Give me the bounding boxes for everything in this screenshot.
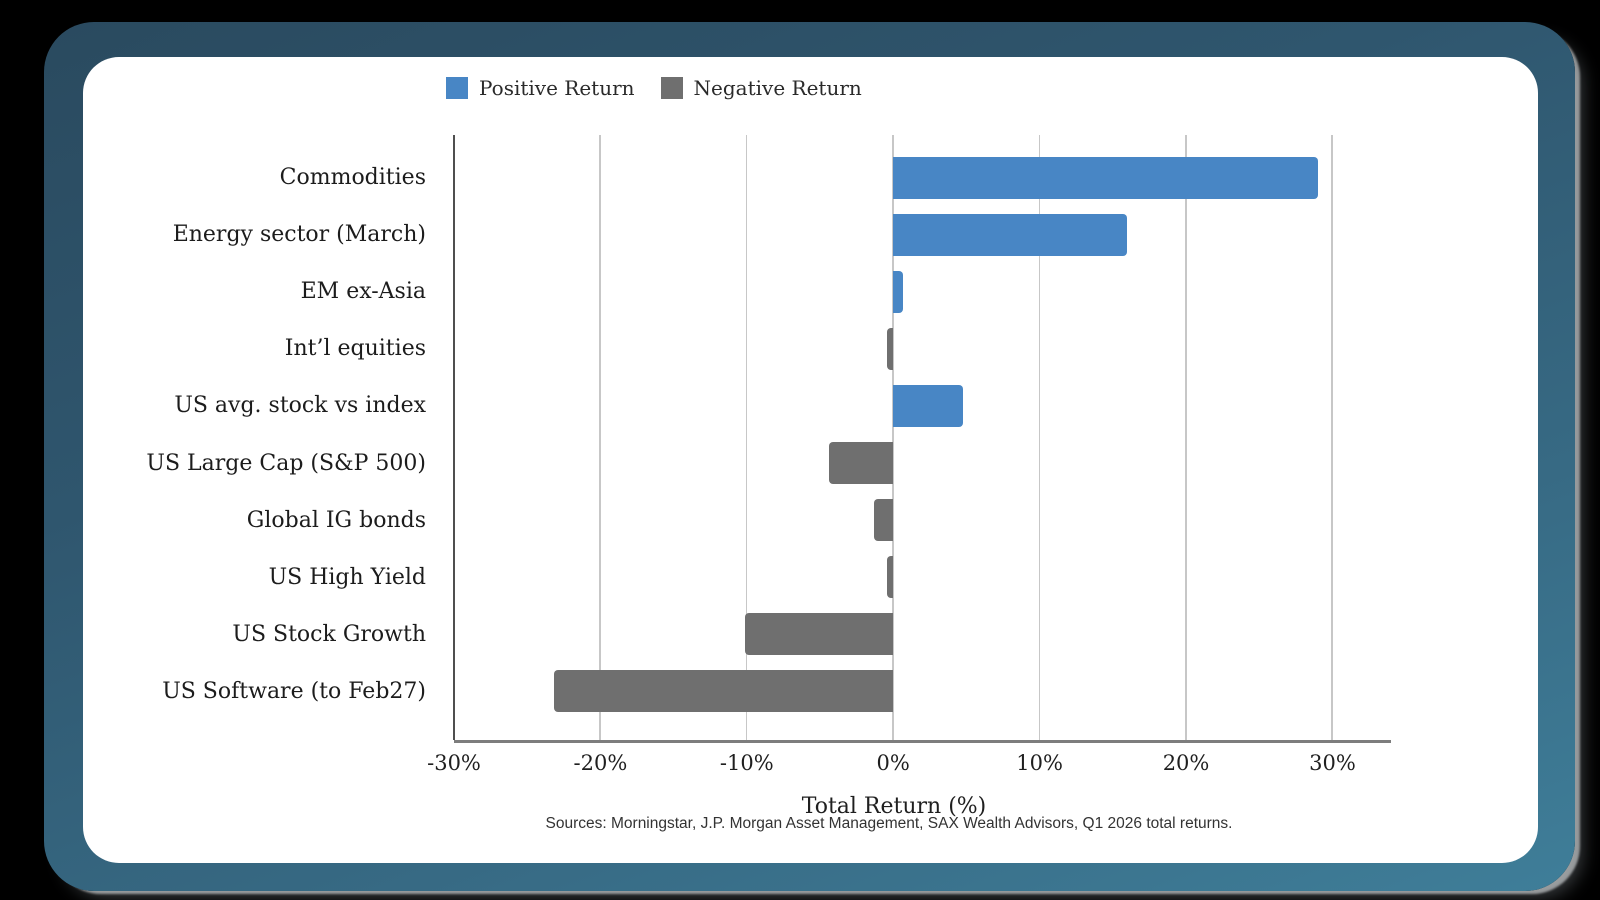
legend-item-negative [661, 77, 862, 99]
source-note: Sources: Morningstar, J.P. Morgan Asset Management, SAX Wealth Advisors, Q1 2026 total returns. [545, 815, 1233, 832]
bar-row-us-high-yield [454, 549, 1391, 606]
bar-us-high-yield [887, 556, 893, 598]
category-label-energy-sector-march: Energy sector (March) [172, 222, 426, 248]
category-label-commodities: Commodities [279, 165, 426, 191]
x-tick-label-30%: 30% [1309, 751, 1356, 775]
x-tick-label-20%: 20% [1162, 751, 1210, 775]
category-label-us-software-to-feb27: US Software (to Feb27) [162, 678, 426, 704]
bar-em-ex-asia [893, 271, 903, 313]
bar-row-global-ig-bonds [454, 492, 1391, 549]
bar-row-us-software-to-feb27 [454, 663, 1391, 720]
x-tick-label--20%: -20% [573, 751, 628, 775]
legend [446, 77, 862, 99]
bar-row-us-avg-stock-vs-index [454, 377, 1391, 434]
bar-row-us-large-cap-s-p-500 [454, 434, 1391, 491]
bar-us-software-to-feb27 [554, 670, 894, 712]
x-tick-label-0%: 0% [876, 751, 910, 775]
legend-item-positive [446, 77, 635, 99]
x-tick-label-10%: 10% [1016, 751, 1063, 775]
category-labels [83, 135, 426, 742]
legend-label-positive: Positive Return [479, 76, 635, 100]
bar-row-us-stock-growth [454, 606, 1391, 663]
bar-global-ig-bonds [874, 499, 893, 541]
x-tick-label--10%: -10% [719, 751, 774, 775]
legend-label-negative: Negative Return [693, 76, 862, 100]
category-label-us-avg-stock-vs-index: US avg. stock vs index [174, 393, 426, 419]
x-axis-line [454, 740, 1391, 743]
bar-row-int-l-equities [454, 320, 1391, 377]
negative-return-swatch [661, 77, 683, 99]
bar-row-em-ex-asia [454, 263, 1391, 320]
bar-us-large-cap-s-p-500 [829, 442, 893, 484]
category-label-em-ex-asia: EM ex-Asia [300, 279, 426, 305]
chart-card [83, 57, 1538, 863]
bar-row-energy-sector-march [454, 206, 1391, 263]
x-tick-label--30%: -30% [427, 751, 481, 775]
bar-commodities [893, 157, 1318, 199]
bar-us-stock-growth [745, 613, 893, 655]
category-label-int-l-equities: Int’l equities [284, 336, 426, 362]
category-label-us-stock-growth: US Stock Growth [232, 621, 426, 647]
bar-chart [83, 135, 1413, 835]
bar-us-avg-stock-vs-index [893, 385, 963, 427]
category-label-us-high-yield: US High Yield [268, 564, 426, 590]
bar-row-commodities [454, 149, 1391, 206]
plot-area [427, 135, 1391, 775]
bar-energy-sector-march [893, 214, 1127, 256]
category-label-global-ig-bonds: Global IG bonds [246, 507, 426, 533]
category-label-us-large-cap-s-p-500: US Large Cap (S&P 500) [146, 450, 426, 476]
positive-return-swatch [446, 77, 468, 99]
slide-frame [44, 22, 1575, 891]
x-axis-title: Total Return (%) [801, 794, 987, 819]
bar-rows [454, 135, 1391, 742]
bar-int-l-equities [887, 328, 893, 370]
